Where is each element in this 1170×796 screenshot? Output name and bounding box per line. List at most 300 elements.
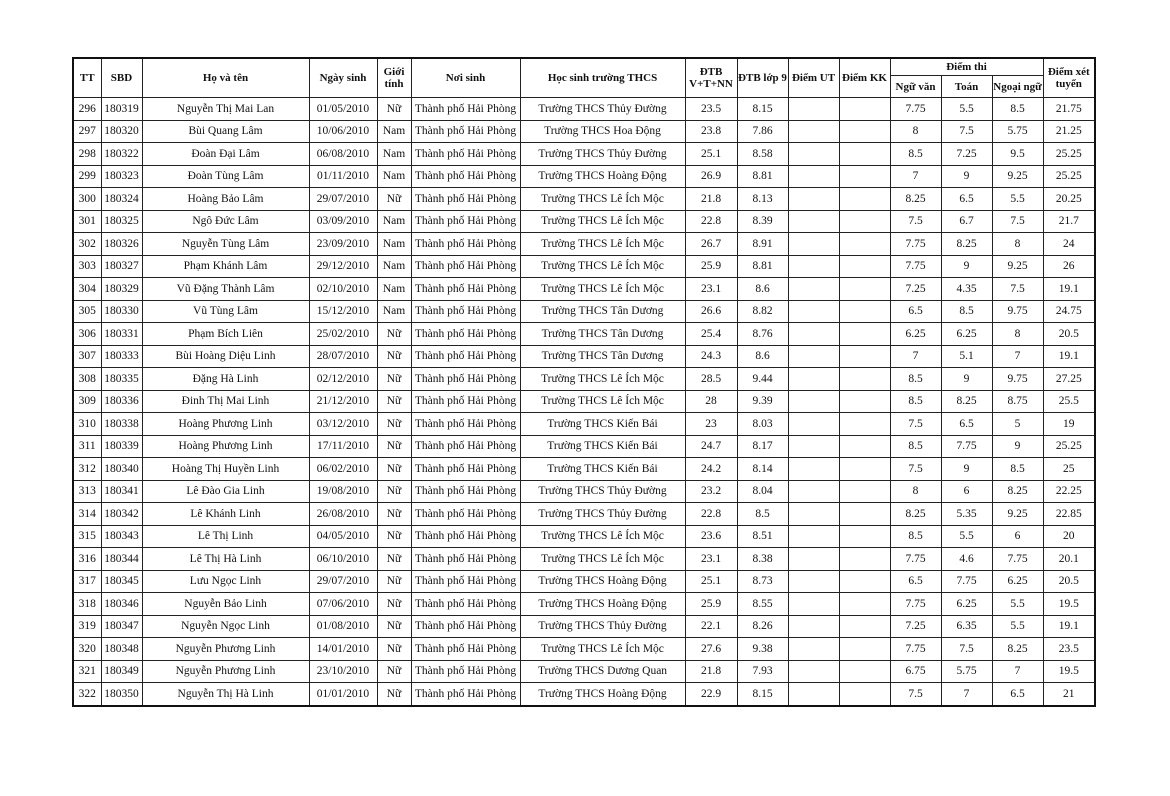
cell-gender: Nam [377,143,411,166]
cell-literature: 7 [890,345,941,368]
cell-birthplace: Thành phố Hải Phòng [411,188,520,211]
cell-bonus-points [839,570,890,593]
cell-date-of-birth: 02/10/2010 [309,278,377,301]
table-row [73,548,1095,571]
cell-sbd: 180345 [101,570,142,593]
cell-sbd: 180342 [101,503,142,526]
cell-math: 6.5 [941,188,992,211]
cell-math: 6.25 [941,593,992,616]
cell-date-of-birth: 07/06/2010 [309,593,377,616]
table-row [73,345,1095,368]
cell-tt: 297 [73,120,101,143]
cell-birthplace: Thành phố Hải Phòng [411,390,520,413]
cell-date-of-birth: 10/06/2010 [309,120,377,143]
cell-admission-score: 19.1 [1043,615,1095,638]
cell-admission-score: 26 [1043,255,1095,278]
cell-date-of-birth: 25/02/2010 [309,323,377,346]
cell-foreign-language: 6 [992,525,1043,548]
cell-literature: 6.5 [890,570,941,593]
cell-gpa-grade9: 8.26 [737,615,788,638]
cell-gender: Nam [377,233,411,256]
cell-sbd: 180349 [101,660,142,683]
cell-gender: Nữ [377,368,411,391]
cell-gender: Nữ [377,413,411,436]
cell-bonus-points [839,593,890,616]
cell-date-of-birth: 29/12/2010 [309,255,377,278]
cell-gender: Nữ [377,480,411,503]
cell-admission-score: 22.85 [1043,503,1095,526]
cell-birthplace: Thành phố Hải Phòng [411,683,520,706]
cell-gender: Nữ [377,525,411,548]
cell-sbd: 180330 [101,300,142,323]
cell-school: Trường THCS Thủy Đường [520,503,685,526]
cell-tt: 304 [73,278,101,301]
cell-admission-score: 25 [1043,458,1095,481]
cell-birthplace: Thành phố Hải Phòng [411,458,520,481]
cell-sbd: 180322 [101,143,142,166]
cell-bonus-points [839,210,890,233]
cell-math: 7.75 [941,570,992,593]
cell-gpa-grade9: 8.76 [737,323,788,346]
table-row [73,120,1095,143]
cell-literature: 8 [890,480,941,503]
table-row [73,255,1095,278]
cell-admission-score: 19 [1043,413,1095,436]
table-row [73,368,1095,391]
cell-priority-points [788,323,839,346]
cell-admission-score: 25.25 [1043,435,1095,458]
header-priority-points: Điểm UT [788,58,839,98]
cell-full-name: Bùi Quang Lâm [142,120,309,143]
cell-admission-score: 22.25 [1043,480,1095,503]
cell-gpa-vtnn: 25.1 [685,570,737,593]
header-math: Toán [941,76,992,98]
cell-literature: 8.5 [890,390,941,413]
cell-tt: 315 [73,525,101,548]
cell-literature: 8.5 [890,435,941,458]
cell-school: Trường THCS Kiến Bái [520,458,685,481]
cell-gpa-vtnn: 23.1 [685,548,737,571]
cell-priority-points [788,593,839,616]
table-row [73,210,1095,233]
cell-gender: Nữ [377,593,411,616]
cell-foreign-language: 7 [992,660,1043,683]
cell-tt: 321 [73,660,101,683]
cell-sbd: 180331 [101,323,142,346]
cell-gender: Nữ [377,503,411,526]
cell-school: Trường THCS Lê Ích Mộc [520,210,685,233]
header-gpa-grade9-label: ĐTB lớp 9 [738,72,787,84]
cell-gpa-vtnn: 27.6 [685,638,737,661]
cell-bonus-points [839,413,890,436]
header-gender [377,58,411,98]
cell-bonus-points [839,323,890,346]
cell-foreign-language: 8.25 [992,638,1043,661]
cell-birthplace: Thành phố Hải Phòng [411,638,520,661]
cell-foreign-language: 6.5 [992,683,1043,706]
cell-sbd: 180324 [101,188,142,211]
cell-birthplace: Thành phố Hải Phòng [411,413,520,436]
cell-birthplace: Thành phố Hải Phòng [411,570,520,593]
cell-sbd: 180325 [101,210,142,233]
cell-gpa-vtnn: 25.9 [685,255,737,278]
cell-school: Trường THCS Kiến Bái [520,413,685,436]
cell-bonus-points [839,435,890,458]
cell-date-of-birth: 06/08/2010 [309,143,377,166]
cell-school: Trường THCS Thủy Đường [520,615,685,638]
cell-gpa-grade9: 8.15 [737,683,788,706]
cell-tt: 311 [73,435,101,458]
cell-gender: Nữ [377,98,411,121]
cell-math: 5.1 [941,345,992,368]
cell-math: 8.5 [941,300,992,323]
cell-foreign-language: 9.25 [992,255,1043,278]
cell-bonus-points [839,188,890,211]
cell-literature: 7.25 [890,615,941,638]
cell-birthplace: Thành phố Hải Phòng [411,615,520,638]
cell-admission-score: 24.75 [1043,300,1095,323]
cell-tt: 298 [73,143,101,166]
cell-full-name: Nguyễn Phương Linh [142,638,309,661]
cell-birthplace: Thành phố Hải Phòng [411,120,520,143]
cell-sbd: 180347 [101,615,142,638]
cell-gpa-grade9: 8.73 [737,570,788,593]
cell-gender: Nữ [377,660,411,683]
cell-tt: 301 [73,210,101,233]
cell-gpa-vtnn: 22.9 [685,683,737,706]
cell-tt: 308 [73,368,101,391]
header-foreign-language-label: Ngoại ngữ [993,80,1042,93]
cell-foreign-language: 5 [992,413,1043,436]
cell-school: Trường THCS Thủy Đường [520,98,685,121]
cell-gpa-vtnn: 23.8 [685,120,737,143]
header-gpa-vtnn [685,58,737,98]
cell-foreign-language: 8.5 [992,458,1043,481]
cell-admission-score: 19.1 [1043,345,1095,368]
cell-full-name: Lưu Ngọc Linh [142,570,309,593]
cell-date-of-birth: 01/05/2010 [309,98,377,121]
cell-tt: 313 [73,480,101,503]
cell-gpa-grade9: 8.82 [737,300,788,323]
cell-full-name: Lê Đào Gia Linh [142,480,309,503]
table-row [73,165,1095,188]
cell-sbd: 180344 [101,548,142,571]
cell-school: Trường THCS Hoàng Động [520,165,685,188]
cell-school: Trường THCS Lê Ích Mộc [520,368,685,391]
cell-literature: 7.75 [890,593,941,616]
cell-school: Trường THCS Dương Quan [520,660,685,683]
cell-gender: Nam [377,210,411,233]
cell-school: Trường THCS Thủy Đường [520,143,685,166]
cell-school: Trường THCS Tân Dương [520,345,685,368]
cell-birthplace: Thành phố Hải Phòng [411,345,520,368]
cell-admission-score: 21 [1043,683,1095,706]
cell-gender: Nam [377,255,411,278]
cell-full-name: Lê Thị Hà Linh [142,548,309,571]
table-row [73,143,1095,166]
cell-admission-score: 24 [1043,233,1095,256]
cell-school: Trường THCS Thủy Đường [520,480,685,503]
cell-literature: 8.5 [890,525,941,548]
cell-math: 5.5 [941,98,992,121]
cell-literature: 6.5 [890,300,941,323]
cell-bonus-points [839,525,890,548]
header-gpa-vtnn-label: ĐTB V+T+NN [689,66,733,90]
cell-foreign-language: 5.75 [992,120,1043,143]
admission-results-table [72,57,1096,707]
cell-school: Trường THCS Lê Ích Mộc [520,233,685,256]
cell-math: 9 [941,165,992,188]
cell-foreign-language: 9.25 [992,165,1043,188]
cell-birthplace: Thành phố Hải Phòng [411,210,520,233]
cell-priority-points [788,120,839,143]
cell-tt: 319 [73,615,101,638]
cell-gpa-vtnn: 28 [685,390,737,413]
cell-gender: Nữ [377,323,411,346]
cell-tt: 309 [73,390,101,413]
cell-sbd: 180319 [101,98,142,121]
cell-school: Trường THCS Lê Ích Mộc [520,548,685,571]
cell-literature: 7.5 [890,210,941,233]
cell-gender: Nữ [377,345,411,368]
cell-full-name: Đinh Thị Mai Linh [142,390,309,413]
cell-foreign-language: 8 [992,233,1043,256]
cell-full-name: Đặng Hà Linh [142,368,309,391]
cell-birthplace: Thành phố Hải Phòng [411,525,520,548]
table-row [73,638,1095,661]
cell-gpa-vtnn: 23.2 [685,480,737,503]
cell-gpa-grade9: 9.44 [737,368,788,391]
cell-gpa-grade9: 8.6 [737,278,788,301]
cell-school: Trường THCS Hoàng Động [520,683,685,706]
cell-gpa-grade9: 7.93 [737,660,788,683]
cell-literature: 8.5 [890,368,941,391]
cell-gpa-vtnn: 25.4 [685,323,737,346]
cell-math: 7.25 [941,143,992,166]
cell-literature: 7 [890,165,941,188]
cell-school: Trường THCS Kiến Bái [520,435,685,458]
cell-gpa-grade9: 9.38 [737,638,788,661]
cell-full-name: Nguyễn Ngọc Linh [142,615,309,638]
cell-math: 9 [941,255,992,278]
cell-gpa-grade9: 7.86 [737,120,788,143]
cell-admission-score: 19.5 [1043,660,1095,683]
cell-school: Trường THCS Hoa Động [520,120,685,143]
cell-priority-points [788,660,839,683]
cell-gpa-grade9: 8.55 [737,593,788,616]
cell-date-of-birth: 15/12/2010 [309,300,377,323]
cell-admission-score: 19.5 [1043,593,1095,616]
cell-admission-score: 25.25 [1043,143,1095,166]
cell-literature: 7.5 [890,413,941,436]
table-row [73,615,1095,638]
cell-birthplace: Thành phố Hải Phòng [411,255,520,278]
cell-priority-points [788,458,839,481]
cell-school: Trường THCS Lê Ích Mộc [520,255,685,278]
cell-date-of-birth: 14/01/2010 [309,638,377,661]
header-full-name: Họ và tên [142,58,309,98]
cell-math: 6.25 [941,323,992,346]
cell-sbd: 180343 [101,525,142,548]
cell-foreign-language: 8 [992,323,1043,346]
cell-foreign-language: 8.25 [992,480,1043,503]
cell-full-name: Nguyễn Bảo Linh [142,593,309,616]
cell-literature: 6.25 [890,323,941,346]
header-gender-label: Giới tính [383,66,405,90]
cell-math: 8.25 [941,390,992,413]
cell-priority-points [788,390,839,413]
cell-bonus-points [839,255,890,278]
cell-foreign-language: 9.75 [992,300,1043,323]
cell-gpa-vtnn: 22.8 [685,503,737,526]
cell-gender: Nam [377,165,411,188]
cell-literature: 7.75 [890,638,941,661]
cell-full-name: Ngô Đức Lâm [142,210,309,233]
header-foreign-language [992,76,1043,98]
cell-literature: 7.75 [890,233,941,256]
cell-foreign-language: 5.5 [992,593,1043,616]
cell-bonus-points [839,345,890,368]
cell-priority-points [788,615,839,638]
cell-foreign-language: 6.25 [992,570,1043,593]
cell-literature: 8.25 [890,188,941,211]
cell-gpa-vtnn: 24.7 [685,435,737,458]
cell-math: 7.75 [941,435,992,458]
cell-bonus-points [839,300,890,323]
cell-birthplace: Thành phố Hải Phòng [411,435,520,458]
cell-full-name: Bùi Hoàng Diệu Linh [142,345,309,368]
cell-gpa-grade9: 8.38 [737,548,788,571]
cell-gender: Nữ [377,570,411,593]
cell-priority-points [788,548,839,571]
cell-birthplace: Thành phố Hải Phòng [411,278,520,301]
cell-priority-points [788,233,839,256]
cell-gpa-grade9: 8.03 [737,413,788,436]
cell-foreign-language: 7.5 [992,278,1043,301]
cell-priority-points [788,98,839,121]
cell-tt: 300 [73,188,101,211]
cell-full-name: Nguyễn Thị Mai Lan [142,98,309,121]
cell-gpa-vtnn: 25.1 [685,143,737,166]
cell-bonus-points [839,120,890,143]
cell-date-of-birth: 17/11/2010 [309,435,377,458]
cell-tt: 305 [73,300,101,323]
cell-foreign-language: 7.5 [992,210,1043,233]
header-tt: TT [73,58,101,98]
cell-math: 6.7 [941,210,992,233]
cell-date-of-birth: 21/12/2010 [309,390,377,413]
cell-bonus-points [839,548,890,571]
cell-priority-points [788,480,839,503]
cell-gender: Nữ [377,188,411,211]
cell-priority-points [788,255,839,278]
cell-admission-score: 20.1 [1043,548,1095,571]
cell-full-name: Hoàng Phương Linh [142,413,309,436]
cell-admission-score: 20.25 [1043,188,1095,211]
cell-gpa-grade9: 8.6 [737,345,788,368]
table-row [73,413,1095,436]
cell-school: Trường THCS Tân Dương [520,300,685,323]
cell-birthplace: Thành phố Hải Phòng [411,323,520,346]
cell-sbd: 180329 [101,278,142,301]
table-row [73,435,1095,458]
cell-date-of-birth: 06/02/2010 [309,458,377,481]
cell-gpa-vtnn: 26.9 [685,165,737,188]
table-row [73,660,1095,683]
cell-math: 5.75 [941,660,992,683]
cell-sbd: 180346 [101,593,142,616]
cell-gpa-grade9: 8.5 [737,503,788,526]
cell-gpa-vtnn: 21.8 [685,188,737,211]
cell-priority-points [788,143,839,166]
cell-priority-points [788,435,839,458]
cell-sbd: 180327 [101,255,142,278]
cell-full-name: Lê Thị Linh [142,525,309,548]
cell-tt: 314 [73,503,101,526]
cell-tt: 307 [73,345,101,368]
cell-literature: 7.5 [890,458,941,481]
cell-gender: Nữ [377,548,411,571]
cell-priority-points [788,300,839,323]
cell-math: 9 [941,458,992,481]
header-sbd: SBD [101,58,142,98]
cell-gpa-grade9: 8.17 [737,435,788,458]
cell-literature: 7.75 [890,548,941,571]
cell-tt: 320 [73,638,101,661]
cell-sbd: 180335 [101,368,142,391]
cell-tt: 317 [73,570,101,593]
cell-gpa-grade9: 9.39 [737,390,788,413]
cell-math: 5.5 [941,525,992,548]
cell-bonus-points [839,390,890,413]
cell-bonus-points [839,233,890,256]
table-body [73,98,1095,706]
cell-gender: Nam [377,278,411,301]
table-row [73,98,1095,121]
cell-tt: 302 [73,233,101,256]
cell-birthplace: Thành phố Hải Phòng [411,593,520,616]
cell-date-of-birth: 29/07/2010 [309,570,377,593]
cell-literature: 7.25 [890,278,941,301]
cell-math: 4.35 [941,278,992,301]
cell-gpa-grade9: 8.51 [737,525,788,548]
cell-admission-score: 20.5 [1043,323,1095,346]
cell-full-name: Hoàng Phương Linh [142,435,309,458]
cell-gpa-vtnn: 26.6 [685,300,737,323]
cell-math: 6 [941,480,992,503]
cell-gpa-vtnn: 25.9 [685,593,737,616]
cell-bonus-points [839,143,890,166]
cell-full-name: Vũ Đặng Thành Lâm [142,278,309,301]
cell-bonus-points [839,615,890,638]
cell-birthplace: Thành phố Hải Phòng [411,368,520,391]
cell-priority-points [788,188,839,211]
cell-tt: 310 [73,413,101,436]
header-bonus-points: Điểm KK [839,58,890,98]
cell-gpa-vtnn: 24.3 [685,345,737,368]
cell-date-of-birth: 03/12/2010 [309,413,377,436]
cell-full-name: Phạm Khánh Lâm [142,255,309,278]
cell-bonus-points [839,480,890,503]
cell-gender: Nữ [377,638,411,661]
cell-birthplace: Thành phố Hải Phòng [411,233,520,256]
cell-bonus-points [839,368,890,391]
cell-bonus-points [839,638,890,661]
cell-priority-points [788,683,839,706]
cell-admission-score: 19.1 [1043,278,1095,301]
cell-full-name: Nguyễn Phương Linh [142,660,309,683]
cell-school: Trường THCS Lê Ích Mộc [520,525,685,548]
